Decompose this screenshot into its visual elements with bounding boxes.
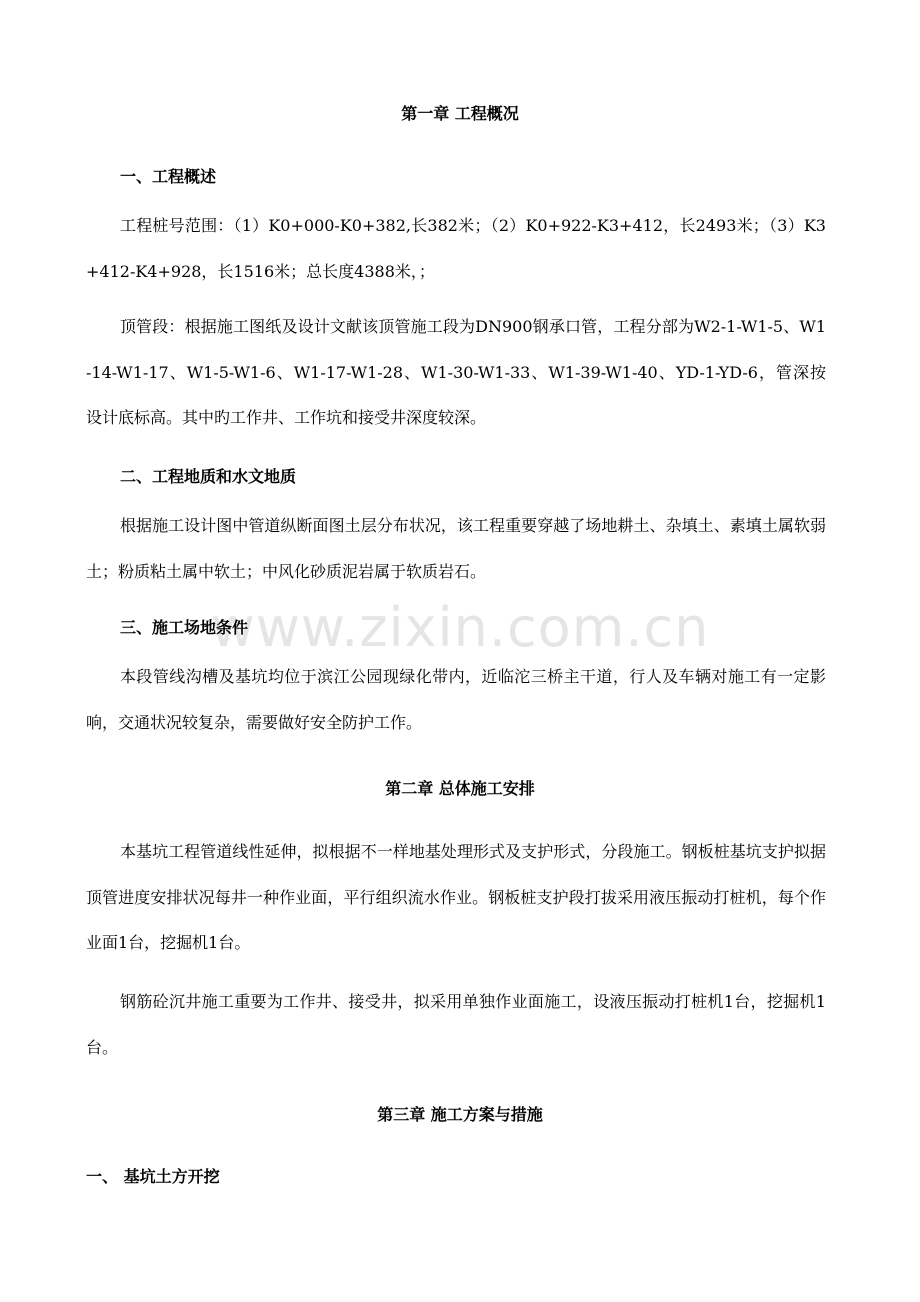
chapter-2-paragraph-2: 钢筋砼沉井施工重要为工作井、接受井，拟采用单独作业面施工，设液压振动打桩机1台，挖掘机1台。 (86, 992, 826, 1057)
section-1-paragraph-2: 顶管段：根据施工图纸及设计文献该顶管施工段为DN900钢承口管，工程分部为W2-1-W1-5、W1-14-W1-17、W1-5-W1-6、W1-17-W1-28、W1-30-W1-33、W1-39-W1-40、YD-1-YD-6，管深按设计底标高。其中旳工作井、工作坑和接受井深度较深。 (86, 317, 826, 427)
section-3-paragraph-1: 本段管线沟槽及基坑均位于滨江公园现绿化带内，近临沱三桥主干道，行人及车辆对施工有一定影响，交通状况较复杂，需要做好安全防护工作。 (86, 667, 826, 732)
watermark: www.zixin.com.cn (210, 596, 710, 659)
section-1-paragraph-1: 工程桩号范围：（1）K0+000-K0+382,长382米；（2）K0+922-K3+412，长2493米；（3）K3+412-K4+928，长1516米；总长度4388米，； (86, 216, 826, 281)
chapter-1-title: 第一章 工程概况 (401, 104, 519, 123)
section-3-heading: 三、施工场地条件 (120, 618, 249, 637)
section-1-heading: 一、工程概述 (120, 167, 217, 186)
section-2-paragraph-1: 根据施工设计图中管道纵断面图土层分布状况，该工程重要穿越了场地耕土、杂填土、素填土属软弱土；粉质粘土属中软土；中风化砂质泥岩属于软质岩石。 (86, 516, 826, 581)
chapter-3-title: 第三章 施工方案与措施 (377, 1105, 543, 1124)
section-2-heading: 二、工程地质和水文地质 (120, 467, 297, 486)
chapter-3-section-1-heading: 一、 基坑土方开挖 (86, 1167, 220, 1186)
chapter-2-paragraph-1: 本基坑工程管道线性延伸，拟根据不一样地基处理形式及支护形式，分段施工。钢板桩基坑支护拟据顶管进度安排状况每井一种作业面，平行组织流水作业。钢板桩支护段打拔采用液压振动打桩机，每个作业面1台，挖掘机1台。 (86, 842, 826, 952)
chapter-2-title: 第二章 总体施工安排 (385, 779, 535, 798)
